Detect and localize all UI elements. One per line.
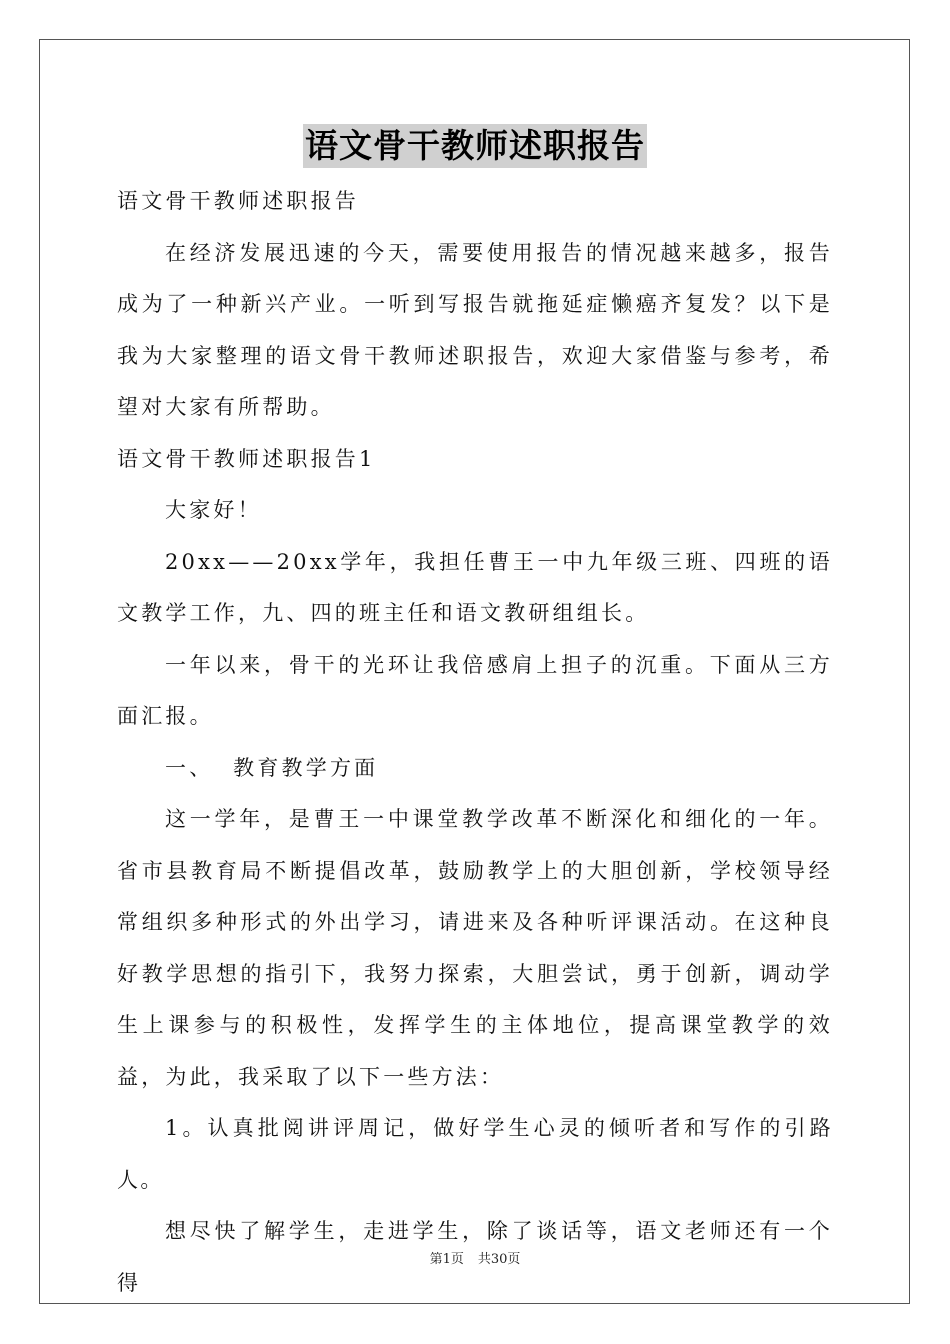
section-heading: 语文骨干教师述职报告1 — [117, 446, 376, 471]
page-total: 共30页 — [477, 1252, 521, 1267]
duty-paragraph: 20xx——20xx学年，我担任曹王一中九年级三班、四班的语文教学工作，九、四的班主任和语文教研组组长。 — [117, 549, 833, 625]
title-block — [0, 124, 950, 168]
intro-paragraph: 在经济发展迅速的今天，需要使用报告的情况越来越多，报告成为了一种新兴产业。一听到写报告就拖延症懒癌齐复发？以下是我为大家整理的语文骨干教师述职报告，欢迎大家借鉴与参考，希望对大家有所帮助。 — [117, 240, 833, 419]
page-number: 第1页 — [429, 1252, 464, 1267]
document-title: 语文骨干教师述职报告 — [303, 124, 647, 168]
page-footer — [0, 1248, 950, 1267]
document-body — [117, 176, 833, 1309]
continuation-paragraph: 想尽快了解学生，走进学生，除了谈话等，语文老师还有一个得 — [117, 1219, 833, 1295]
subtitle-line: 语文骨干教师述职报告 — [117, 189, 359, 213]
greeting-paragraph: 大家好！ — [165, 498, 262, 522]
summary-paragraph: 一年以来，骨干的光环让我倍感肩上担子的沉重。下面从三方面汇报。 — [117, 652, 833, 728]
method-item-1: 1。认真批阅讲评周记，做好学生心灵的倾听者和写作的引路人。 — [117, 1116, 833, 1192]
subsection-heading: 一、 教育教学方面 — [165, 755, 379, 780]
teaching-paragraph: 这一学年，是曹王一中课堂教学改革不断深化和细化的一年。省市县教育局不断提倡改革，鼓励教学上的大胆创新，学校领导经常组织多种形式的外出学习，请进来及各种听评课活动。在这种良好教学思想的指引下，我努力探索，大胆尝试，勇于创新，调动学生上课参与的积极性，发挥学生的主体地位，提高课堂教学的效益，为此，我采取了以下一些方法： — [117, 807, 833, 1089]
